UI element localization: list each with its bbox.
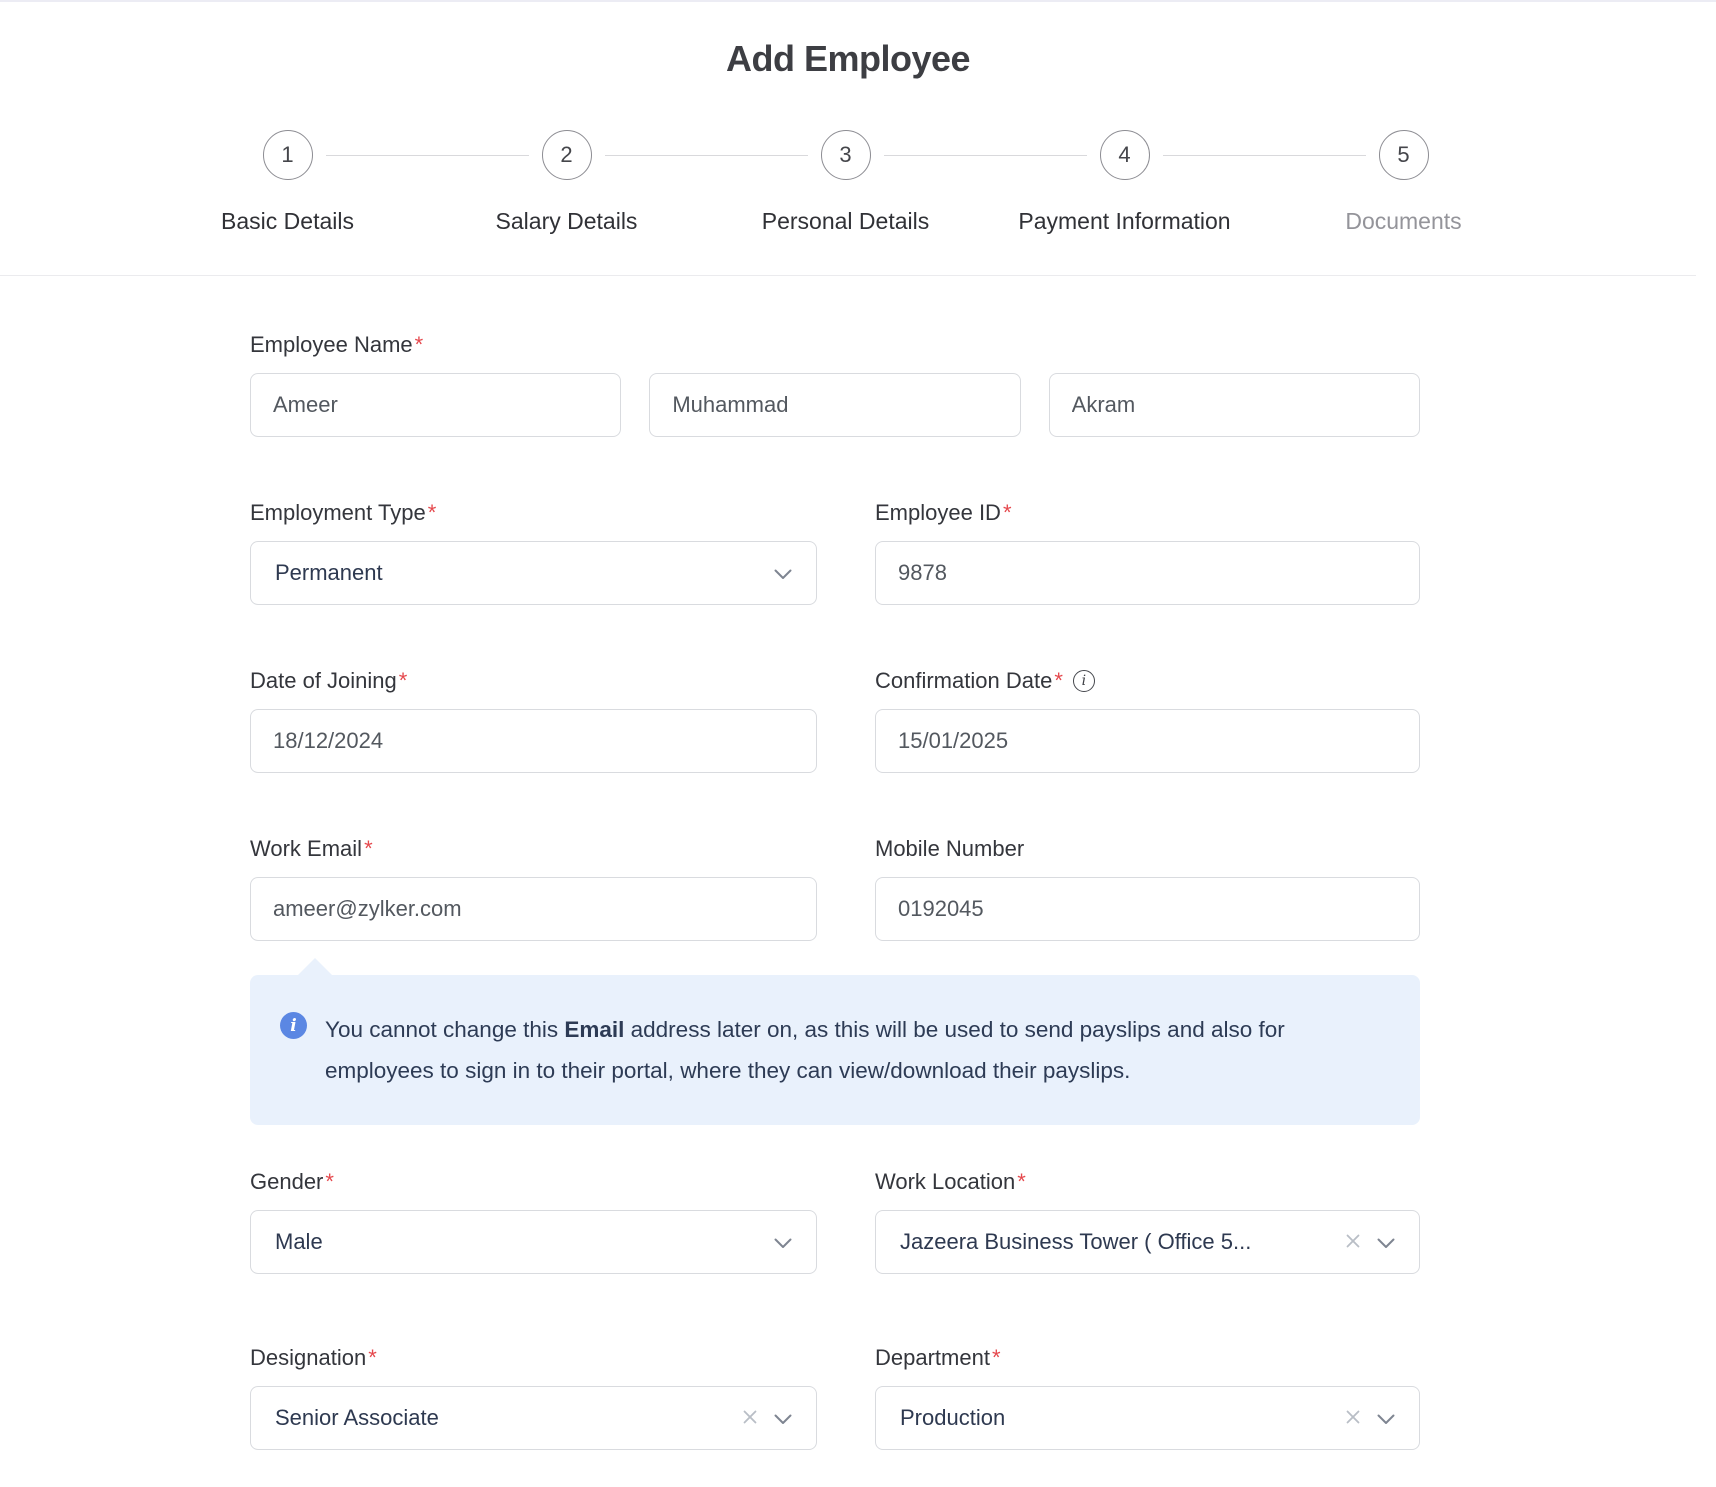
gender-group (250, 1168, 817, 1274)
designation-department-row (250, 1344, 1420, 1450)
last-name-input[interactable] (1049, 373, 1420, 437)
employment-type-label: Employment Type * (250, 500, 437, 525)
designation-value: Senior Associate (275, 1405, 439, 1430)
designation-label: Designation * (250, 1345, 377, 1370)
confirmation-date-group (875, 667, 1420, 773)
employee-id-input[interactable] (875, 541, 1420, 605)
date-of-joining-input[interactable] (250, 709, 817, 773)
chevron-down-icon (774, 560, 792, 586)
mobile-number-group (875, 835, 1420, 941)
confirmation-date-label: Confirmation Date * i (875, 667, 1420, 695)
contact-row (250, 835, 1420, 941)
step-label: Basic Details (221, 208, 354, 234)
work-location-label: Work Location * (875, 1169, 1026, 1194)
step-number-circle: 4 (1100, 130, 1150, 180)
work-location-group (875, 1168, 1420, 1274)
designation-select[interactable] (250, 1386, 817, 1450)
employment-type-group (250, 499, 817, 605)
gender-select[interactable] (250, 1210, 817, 1274)
department-label: Department * (875, 1345, 1001, 1370)
required-marker: * (364, 836, 373, 861)
stepper-step-payment-information[interactable] (985, 130, 1264, 235)
employee-id-group (875, 499, 1420, 605)
info-filled-icon: i (280, 1012, 307, 1039)
work-email-label: Work Email * (250, 836, 373, 861)
stepper-step-personal-details[interactable] (706, 130, 985, 235)
designation-group (250, 1344, 817, 1450)
required-marker: * (1054, 668, 1063, 693)
chevron-down-icon (774, 1405, 792, 1431)
first-name-input[interactable] (250, 373, 621, 437)
basic-details-form (0, 276, 1470, 1487)
confirmation-date-input[interactable] (875, 709, 1420, 773)
clear-icon[interactable] (1345, 1229, 1361, 1255)
chevron-down-icon (1377, 1229, 1395, 1255)
required-marker: * (414, 332, 424, 357)
date-of-joining-label: Date of Joining * (250, 668, 408, 693)
work-email-input[interactable] (250, 877, 817, 941)
required-marker: * (427, 500, 437, 525)
dates-row (250, 667, 1420, 773)
step-number-circle: 5 (1379, 130, 1429, 180)
department-group (875, 1344, 1420, 1450)
required-marker: * (368, 1345, 377, 1370)
required-marker: * (325, 1169, 334, 1194)
employee-id-label: Employee ID * (875, 500, 1012, 525)
add-employee-header (0, 2, 1696, 276)
email-info-banner (250, 958, 1420, 1125)
step-label: Payment Information (1018, 208, 1231, 234)
gender-label: Gender * (250, 1169, 334, 1194)
required-marker: * (398, 668, 408, 693)
work-email-group (250, 835, 817, 941)
employment-row (250, 499, 1420, 605)
employee-name-group (250, 331, 1420, 437)
employment-type-value: Permanent (275, 560, 383, 585)
department-value: Production (900, 1405, 1006, 1430)
banner-bold-term: Email (564, 1017, 625, 1042)
department-select[interactable] (875, 1386, 1420, 1450)
chevron-down-icon (1377, 1405, 1395, 1431)
step-number-circle: 3 (821, 130, 871, 180)
required-marker: * (1002, 500, 1012, 525)
clear-icon[interactable] (742, 1405, 758, 1431)
stepper-step-salary-details[interactable] (427, 130, 706, 235)
step-label: Documents (1345, 208, 1462, 234)
info-icon[interactable]: i (1073, 670, 1095, 692)
stepper-step-basic-details[interactable] (148, 130, 427, 235)
gender-value: Male (275, 1229, 323, 1254)
required-marker: * (1017, 1169, 1026, 1194)
banner-text: You cannot change this Email address later on, as this will be used to send payslips and also for employees to sign in to their portal, where they can view/download their payslips. (325, 1017, 1285, 1083)
work-location-select[interactable] (875, 1210, 1420, 1274)
gender-location-row (250, 1168, 1420, 1274)
stepper-step-documents[interactable] (1264, 130, 1543, 235)
chevron-down-icon (774, 1229, 792, 1255)
required-marker: * (991, 1345, 1001, 1370)
date-of-joining-group (250, 667, 817, 773)
employment-type-select[interactable] (250, 541, 817, 605)
clear-icon[interactable] (1345, 1405, 1361, 1431)
step-number-circle: 1 (263, 130, 313, 180)
middle-name-input[interactable] (649, 373, 1020, 437)
step-label: Personal Details (761, 208, 930, 234)
mobile-number-input[interactable] (875, 877, 1420, 941)
step-label: Salary Details (495, 208, 638, 234)
mobile-number-label: Mobile Number (875, 836, 1025, 861)
step-number-circle: 2 (542, 130, 592, 180)
stepper (148, 130, 1543, 275)
page-title: Add Employee (725, 38, 971, 79)
banner-caret (298, 958, 332, 975)
work-location-value: Jazeera Business Tower ( Office 5... (900, 1229, 1252, 1254)
employee-name-label: Employee Name * (250, 332, 424, 357)
